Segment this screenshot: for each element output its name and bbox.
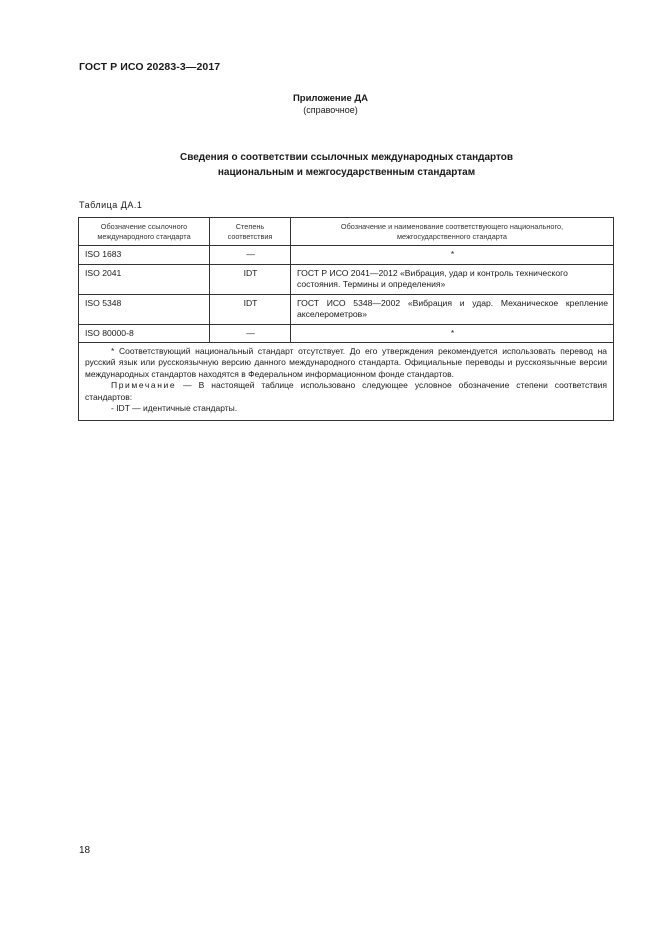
cell-national: * <box>291 246 614 265</box>
standards-table <box>78 217 614 421</box>
cell-degree: IDT <box>210 294 291 324</box>
note-paragraph <box>85 380 607 403</box>
annex-title: Приложение ДА <box>292 93 369 104</box>
cell-national: ГОСТ ИСО 5348—2002 «Вибрация и удар. Механическое крепление акселерометров» <box>291 294 614 324</box>
table-footnote-cell <box>79 343 614 421</box>
cell-degree: — <box>210 324 291 343</box>
cell-national: * <box>291 324 614 343</box>
section-heading-line1: Сведения о соответствии ссылочных международных стандартов <box>179 152 514 163</box>
document-id: ГОСТ Р ИСО 20283-3—2017 <box>79 61 221 73</box>
column-header-intl: Обозначение ссылочного международного стандарта <box>79 218 210 246</box>
section-heading-line2: национальным и межгосударственным стандартам <box>217 167 476 178</box>
cell-intl: ISO 2041 <box>79 264 210 294</box>
table-caption: Таблица ДА.1 <box>79 200 143 210</box>
note-item: - IDT — идентичные стандарты. <box>111 403 238 414</box>
table-row <box>79 294 614 324</box>
footnote-text: * Соответствующий национальный стандарт отсутствует. До его утверждения рекомендуется использовать перевод на русский язык или русскоязычную версию данного международного стандарта. Официальные переводы и русскоязычные версии международных стандартов находятся в Федеральном информационном фонде стандартов. <box>85 346 607 379</box>
column-header-degree: Степень соответствия <box>210 218 291 246</box>
cell-degree: — <box>210 246 291 265</box>
table-row <box>79 324 614 343</box>
cell-degree: IDT <box>210 264 291 294</box>
annex-subtitle: (справочное) <box>303 105 358 115</box>
cell-intl: ISO 5348 <box>79 294 210 324</box>
page-number: 18 <box>79 845 91 856</box>
table-footnote-row <box>79 343 614 421</box>
note-text: — В настоящей таблице использовано следующее условное обозначение степени соответствия стандартов: <box>85 380 607 402</box>
table-row <box>79 246 614 265</box>
note-label: Примечание <box>111 380 177 391</box>
cell-national: ГОСТ Р ИСО 2041—2012 «Вибрация, удар и контроль технического состояния. Термины и определения» <box>291 264 614 294</box>
cell-intl: ISO 1683 <box>79 246 210 265</box>
table-row <box>79 264 614 294</box>
column-header-national: Обозначение и наименование соответствующего национального, межгосударственного стандарта <box>291 218 614 246</box>
cell-intl: ISO 80000-8 <box>79 324 210 343</box>
table-header-row <box>79 218 614 246</box>
